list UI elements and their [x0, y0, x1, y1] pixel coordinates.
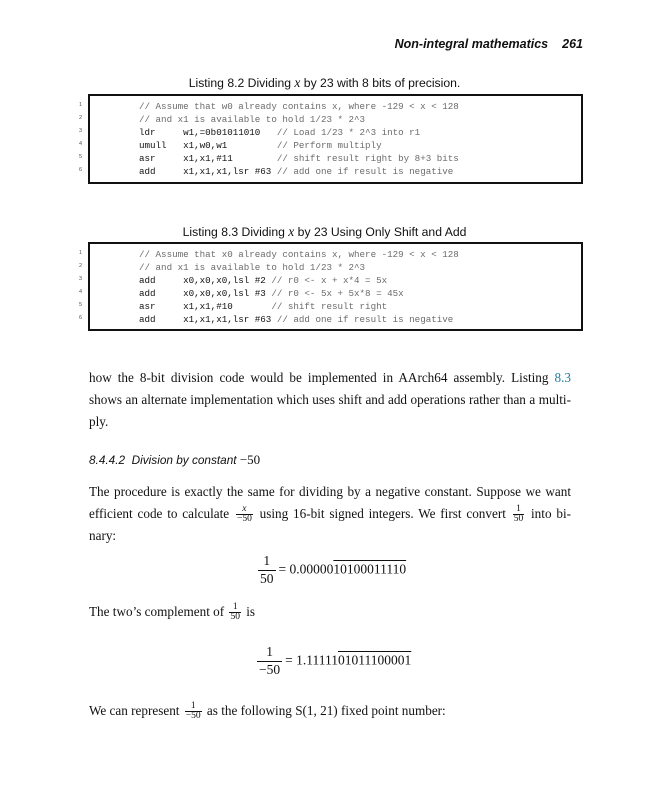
code-line: ldr w1,=0b01011010 // Load 1/23 * 2^3 into r1 [139, 127, 421, 138]
caption-variable: x [288, 224, 295, 239]
paragraph: how the 8-bit division code would be implemented in AArch64 assembly. Listing 8.3 shows an alternate implementation which uses shift and add operations rather than a multi-ply. [89, 370, 571, 429]
page-number: 261 [562, 37, 583, 51]
paragraph: The procedure is exactly the same for dividing by a negative constant. Suppose we want efficient code to calculate $\frac{x}{-50}$ using 16-bit signed integers. We first convert $\frac{1}{50}$ into bi-nary: [89, 484, 571, 543]
code-line: add x0,x0,x0,lsl #2 // r0 <- x + x*4 = 5x [139, 275, 388, 286]
code-line: // Assume that x0 already contains x, where -129 < x < 128 [139, 249, 459, 260]
inline-fraction: $\frac{x}{-50}$ [236, 503, 252, 525]
repeating-digits: 10100011110 [333, 561, 407, 577]
line-number: 2 [78, 115, 82, 121]
repeating-digits: 01011100001 [338, 652, 412, 668]
line-numbers-8-2 [62, 99, 82, 177]
section-title: Non-integral mathematics [394, 37, 549, 51]
paragraph: We can represent $\frac{1}{-50}$ as the following S(1, 21) fixed point number: [89, 700, 446, 722]
code-line: asr x1,x1,#11 // shift result right by 8+3 bits [139, 153, 459, 164]
paragraph: The two’s complement of $\frac{1}{50}$ is [89, 601, 256, 623]
code-line: add x1,x1,x1,lsr #63 // add one if result is negative [139, 314, 454, 325]
inline-fraction: $\frac{1}{-50}$ [185, 700, 201, 722]
equation: $\frac{1}{-50}$ = 1.1111101011100001 [259, 644, 412, 677]
inline-fraction: $\frac{1}{50}$ [513, 503, 524, 525]
line-number: 5 [78, 154, 82, 160]
line-number: 5 [78, 302, 82, 308]
equation-fraction: $\frac{1}{50}$ [260, 553, 274, 586]
line-number: 4 [78, 289, 82, 295]
code-line: add x0,x0,x0,lsl #3 // r0 <- 5x + 5x*8 = 45x [139, 288, 404, 299]
line-number: 3 [78, 276, 82, 282]
listing-caption-8-3 [0, 224, 649, 240]
equation: $\frac{1}{50}$ = 0.0000010100011110 [260, 553, 407, 586]
code-line: asr x1,x1,#10 // shift result right [139, 301, 388, 312]
line-number: 1 [78, 250, 82, 256]
line-number: 2 [78, 263, 82, 269]
line-number: 4 [78, 141, 82, 147]
code-line: // and x1 is available to hold 1/23 * 2^3 [139, 114, 366, 125]
code-listing-8-2 [88, 94, 583, 184]
subsection-value: −50 [239, 452, 261, 467]
listing-link[interactable]: 8.3 [554, 370, 571, 385]
caption-text: Listing 8.3 Dividing [182, 225, 289, 239]
code-listing-8-3 [88, 242, 583, 331]
running-head [395, 37, 583, 51]
subsection-title: Division by constant [131, 453, 237, 467]
inline-fraction: $\frac{1}{50}$ [230, 601, 240, 623]
equation-fraction: $\frac{1}{-50}$ [259, 644, 281, 677]
line-number: 1 [78, 102, 82, 108]
listing-caption-8-2 [0, 75, 649, 91]
subsection-heading [89, 452, 260, 468]
line-number: 6 [78, 315, 82, 321]
caption-text: Listing 8.2 Dividing [188, 76, 295, 90]
line-number: 6 [78, 167, 82, 173]
code-line: add x1,x1,x1,lsr #63 // add one if result is negative [139, 166, 454, 177]
code-line: // Assume that w0 already contains x, where -129 < x < 128 [139, 101, 459, 112]
caption-text-end: by 23 Using Only Shift and Add [294, 225, 467, 239]
caption-variable: x [294, 75, 301, 90]
code-line: umull x1,w0,w1 // Perform multiply [139, 140, 382, 151]
caption-text-end: by 23 with 8 bits of precision. [300, 76, 461, 90]
subsection-number: 8.4.4.2 [89, 453, 126, 467]
line-number: 3 [78, 128, 82, 134]
code-line: // and x1 is available to hold 1/23 * 2^3 [139, 262, 366, 273]
line-numbers-8-3 [62, 247, 82, 325]
